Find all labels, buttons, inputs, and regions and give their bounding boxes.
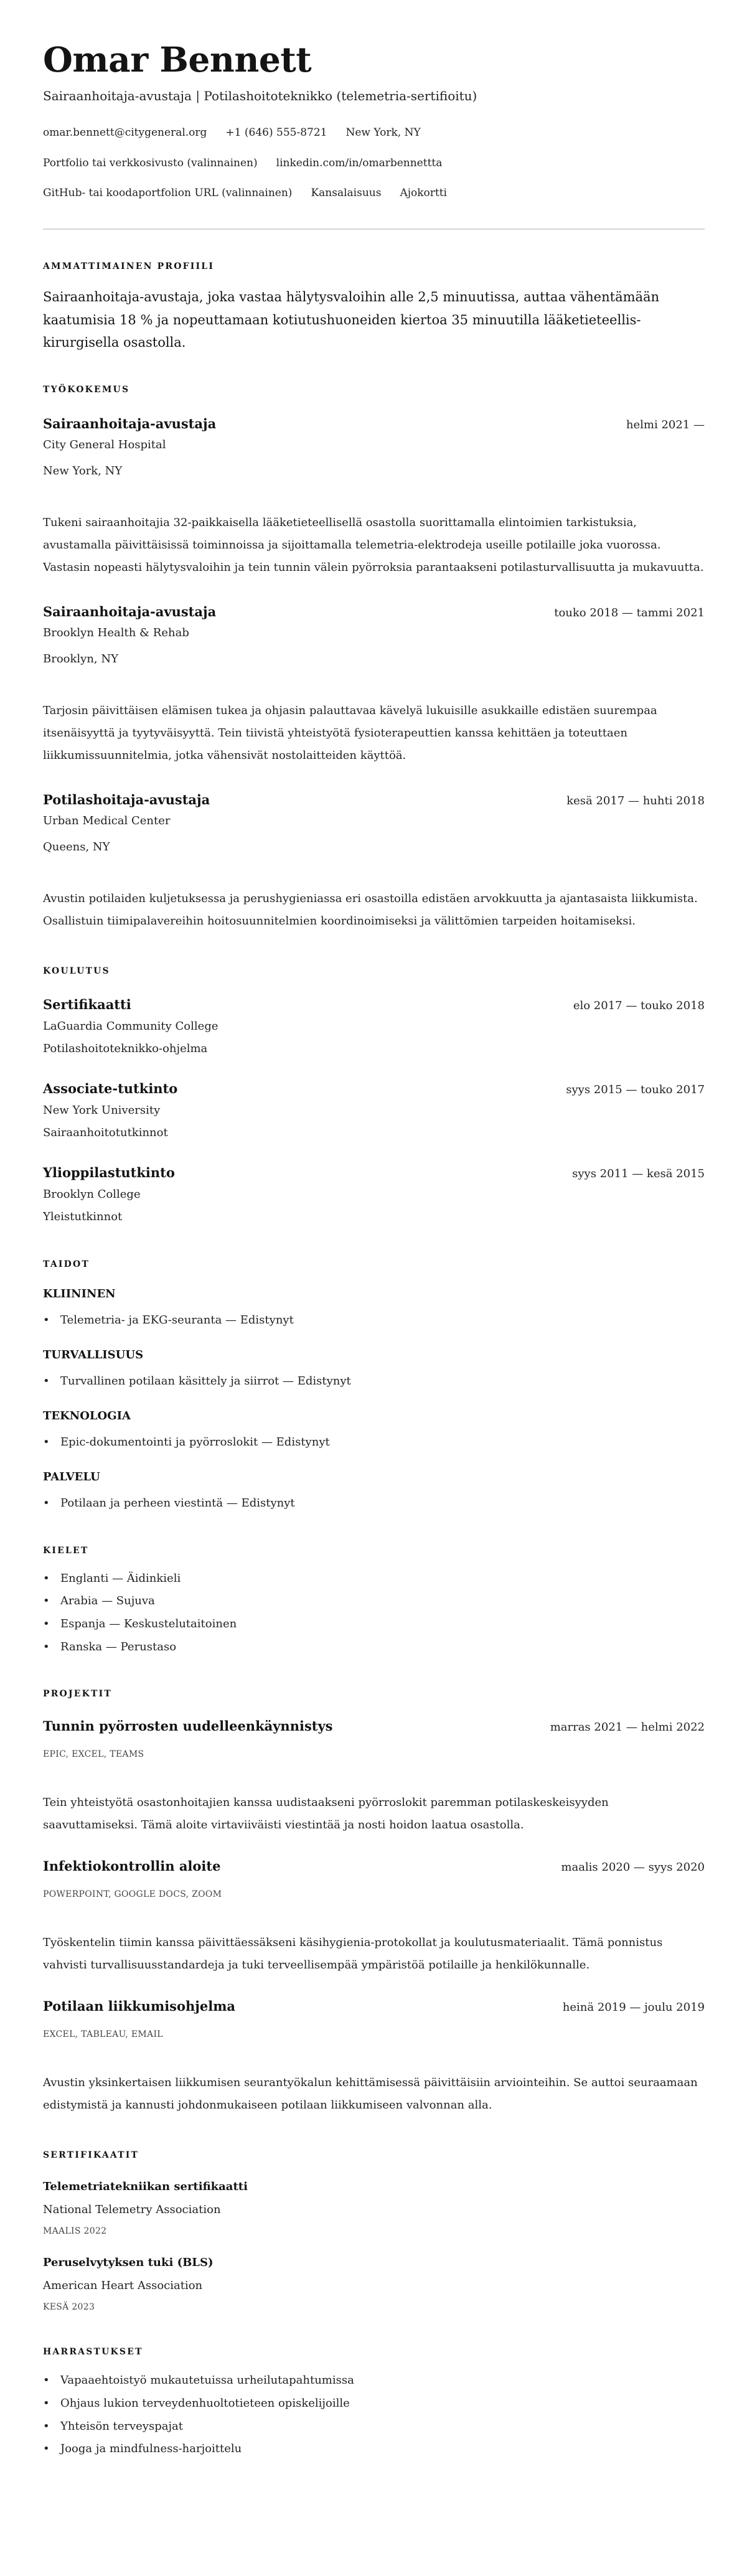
language-item: • Arabia — Sujuva (43, 1590, 705, 1613)
job-entry (43, 791, 705, 933)
email-link[interactable]: omar.bennett@citygeneral.org (43, 126, 207, 139)
job-company: Brooklyn Health & Rehab (43, 626, 189, 639)
school: Brooklyn College (43, 1187, 141, 1201)
headline: Sairaanhoitaja-avustaja | Potilashoitoteknikko (telemetria-sertifioitu) (43, 88, 477, 103)
project-title: Potilaan liikkumisohjelma (43, 1998, 236, 2014)
job-title: Sairaanhoitaja-avustaja (43, 603, 217, 619)
job-entry (43, 603, 705, 767)
skill-items (43, 1372, 705, 1391)
phone: +1 (646) 555-8721 (225, 126, 327, 139)
project-entry (43, 1717, 705, 1836)
job-title: Sairaanhoitaja-avustaja (43, 415, 217, 431)
contact-line (43, 123, 705, 142)
project-dates: marras 2021 — helmi 2022 (550, 1721, 705, 1734)
degree: Ylioppilastutkinto (43, 1164, 175, 1180)
interest-item: • Yhteisön terveyspajat (43, 2415, 705, 2438)
skill-items (43, 1311, 705, 1330)
languages-list (43, 1568, 705, 1659)
certification-date: MAALIS 2022 (43, 2226, 107, 2237)
project-tech: EPIC, EXCEL, TEAMS (43, 1749, 144, 1760)
skill-category: KLIININEN (43, 1287, 116, 1300)
education-list (43, 995, 705, 1226)
section-heading-interests: HARRASTUKSET (43, 2347, 143, 2357)
section-heading-profile: AMMATTIMAINEN PROFIILI (43, 261, 215, 271)
interests-list (43, 2369, 705, 2461)
project-dates: maalis 2020 — syys 2020 (561, 1861, 705, 1874)
project-title: Infektiokontrollin aloite (43, 1858, 221, 1874)
location: New York, NY (345, 126, 421, 139)
project-entry (43, 1857, 705, 1977)
profile-summary: Sairaanhoitaja-avustaja, joka vastaa hälytysvaloihin alle 2,5 minuutissa, auttaa vähentämään kaatumisia 18 % ja nopeuttamaan kotiutushuoneiden kiertoa 35 minuutilla lääketieteellis-kirurgisella osastolla. (43, 289, 660, 350)
job-company: Urban Medical Center (43, 814, 171, 827)
education-dates: elo 2017 — touko 2018 (573, 999, 705, 1012)
job-dates: helmi 2021 — (626, 418, 705, 431)
job-description: Avustin potilaiden kuljetuksessa ja perushygieniassa eri osastoilla edistäen arvokkuutta ja ajantasaista liikkumista. Osallistuin tiimipalavereihin hoitosuunnitelmien koordinoimiseksi ja välittömien tarpeiden hoitamiseksi. (43, 891, 698, 928)
education-entry (43, 995, 705, 1058)
job-location: New York, NY (43, 464, 123, 477)
certification-date: KESÄ 2023 (43, 2302, 95, 2313)
school: LaGuardia Community College (43, 1019, 218, 1033)
skill-item: • Telemetria- ja EKG-seuranta — Edistynyt (43, 1311, 705, 1330)
header-divider (43, 228, 705, 230)
skills-list (43, 1286, 705, 1513)
job-title: Potilashoitaja-avustaja (43, 791, 210, 807)
job-location: Brooklyn, NY (43, 652, 119, 665)
job-description: Tarjosin päivittäisen elämisen tukea ja ohjasin palauttavaa kävelyä lukuisille asukkaille edistäen suurempaa itsenäisyyttä ja tyytyväisyyttä. Tein tiivistä yhteistyötä fysioterapeuttien kanssa kehittäen ja toteuttaen liikkumissuunnitelmia, jotka vähensivät nostolaitteiden käyttöä. (43, 703, 657, 762)
skill-items (43, 1433, 705, 1452)
job-description: Tukeni sairaanhoitajia 32-paikkaisella lääketieteellisellä osastolla suorittamalla elintoimien tarkistuksia, avustamalla päivittäisissä toiminnoissa ja sijoittamalla telemetria-elektrodeja useille potilaille joka vuorossa. Vastasin nopeasti hälytysvaloihin ja tein tunnin välein pyörroksia parantaakseni potilasturvallisuutta ja mukavuutta. (43, 515, 704, 574)
school: New York University (43, 1103, 161, 1117)
field-of-study: Potilashoitoteknikko-ohjelma (43, 1041, 208, 1055)
certifications-list (43, 2179, 705, 2315)
section-heading-languages: KIELET (43, 1545, 89, 1556)
certification-entry (43, 2179, 705, 2239)
degree: Associate-tutkinto (43, 1080, 178, 1096)
education-entry (43, 1079, 705, 1142)
contact-line (43, 184, 705, 202)
job-company: City General Hospital (43, 438, 166, 451)
linkedin-link[interactable]: linkedin.com/in/omarbennettta (276, 157, 443, 169)
projects-list (43, 1717, 705, 2117)
field-of-study: Sairaanhoitotutkinnot (43, 1126, 168, 1139)
language-item: • Espanja — Keskustelutaitoinen (43, 1613, 705, 1636)
education-dates: syys 2011 — kesä 2015 (572, 1167, 705, 1180)
project-header (43, 1857, 705, 1877)
project-title: Tunnin pyörrosten uudelleenkäynnistys (43, 1718, 333, 1734)
skill-category: TURVALLISUUS (43, 1348, 144, 1361)
section-heading-projects: PROJEKTIT (43, 1689, 113, 1699)
field-of-study: Yleistutkinnot (43, 1210, 123, 1223)
job-entry (43, 415, 705, 579)
job-header (43, 603, 705, 623)
education-header (43, 1163, 705, 1183)
job-header (43, 415, 705, 435)
project-tech: POWERPOINT, GOOGLE DOCS, ZOOM (43, 1889, 222, 1900)
project-description: Avustin yksinkertaisen liikkumisen seurantyökalun kehittämisessä päivittäisiin arviointeihin. Se auttoi seuraamaan edistymistä ja kannusti johdonmukaiseen potilaan liikkumiseen valvonnan alla. (43, 2076, 698, 2112)
project-description: Työskentelin tiimin kanssa päivittäessäkseni käsihygienia-protokollat ja koulutusmateriaalit. Tämä ponnistus vahvisti turvallisuusstandardeja ja tuki terveellisempää ympäristöä potilaille ja henkilökunnalle. (43, 1936, 663, 1972)
education-dates: syys 2015 — touko 2017 (566, 1083, 705, 1096)
project-description: Tein yhteistyötä osastonhoitajien kanssa uudistaakseni pyörroslokit paremman potilaskeskeisyyden saavuttamiseksi. Tämä aloite virtaviiväisti viestintää ja nosti hoidon laatua osastolla. (43, 1796, 609, 1832)
education-entry (43, 1163, 705, 1226)
certification-entry (43, 2255, 705, 2315)
candidate-name: Omar Bennett (43, 39, 312, 80)
skill-category: TEKNOLOGIA (43, 1409, 131, 1422)
skill-category: PALVELU (43, 1470, 100, 1483)
interest-item: • Vapaaehtoistyö mukautetuissa urheilutapahtumissa (43, 2369, 705, 2392)
interest-item: • Ohjaus lukion terveydenhuoltotieteen opiskelijoille (43, 2392, 705, 2415)
certification-issuer: American Heart Association (43, 2279, 203, 2293)
degree: Sertifikaatti (43, 996, 131, 1012)
github-link[interactable]: GitHub- tai koodaportfolion URL (valinnainen) (43, 187, 293, 199)
skill-item: • Turvallinen potilaan käsittely ja siirrot — Edistynyt (43, 1372, 705, 1391)
project-dates: heinä 2019 — joulu 2019 (562, 2001, 705, 2014)
drivers-license: Ajokortti (400, 187, 447, 199)
section-heading-skills: TAIDOT (43, 1259, 90, 1269)
language-item: • Ranska — Perustaso (43, 1636, 705, 1659)
job-header (43, 791, 705, 811)
project-header (43, 1997, 705, 2017)
language-item: • Englanti — Äidinkieli (43, 1568, 705, 1591)
certification-name: Telemetriatekniikan sertifikaatti (43, 2180, 248, 2194)
project-header (43, 1717, 705, 1737)
education-header (43, 1079, 705, 1099)
skill-item: • Potilaan ja perheen viestintä — Edistynyt (43, 1494, 705, 1513)
certification-issuer: National Telemetry Association (43, 2203, 221, 2217)
education-header (43, 995, 705, 1015)
citizenship: Kansalaisuus (311, 187, 382, 199)
contact-line (43, 154, 705, 172)
job-dates: kesä 2017 — huhti 2018 (566, 794, 705, 807)
skill-items (43, 1494, 705, 1513)
job-dates: touko 2018 — tammi 2021 (554, 606, 705, 619)
section-heading-experience: TYÖKOKEMUS (43, 384, 130, 395)
certification-name: Peruselvytyksen tuki (BLS) (43, 2256, 214, 2270)
experience-list (43, 415, 705, 933)
skill-item: • Epic-dokumentointi ja pyörroslokit — Edistynyt (43, 1433, 705, 1452)
project-entry (43, 1997, 705, 2117)
project-tech: EXCEL, TABLEAU, EMAIL (43, 2029, 163, 2040)
section-heading-certifications: SERTIFIKAATIT (43, 2150, 139, 2161)
job-location: Queens, NY (43, 840, 110, 853)
portfolio-link[interactable]: Portfolio tai verkkosivusto (valinnainen) (43, 157, 258, 169)
interest-item: • Jooga ja mindfulness-harjoittelu (43, 2438, 705, 2461)
section-heading-education: KOULUTUS (43, 966, 110, 976)
